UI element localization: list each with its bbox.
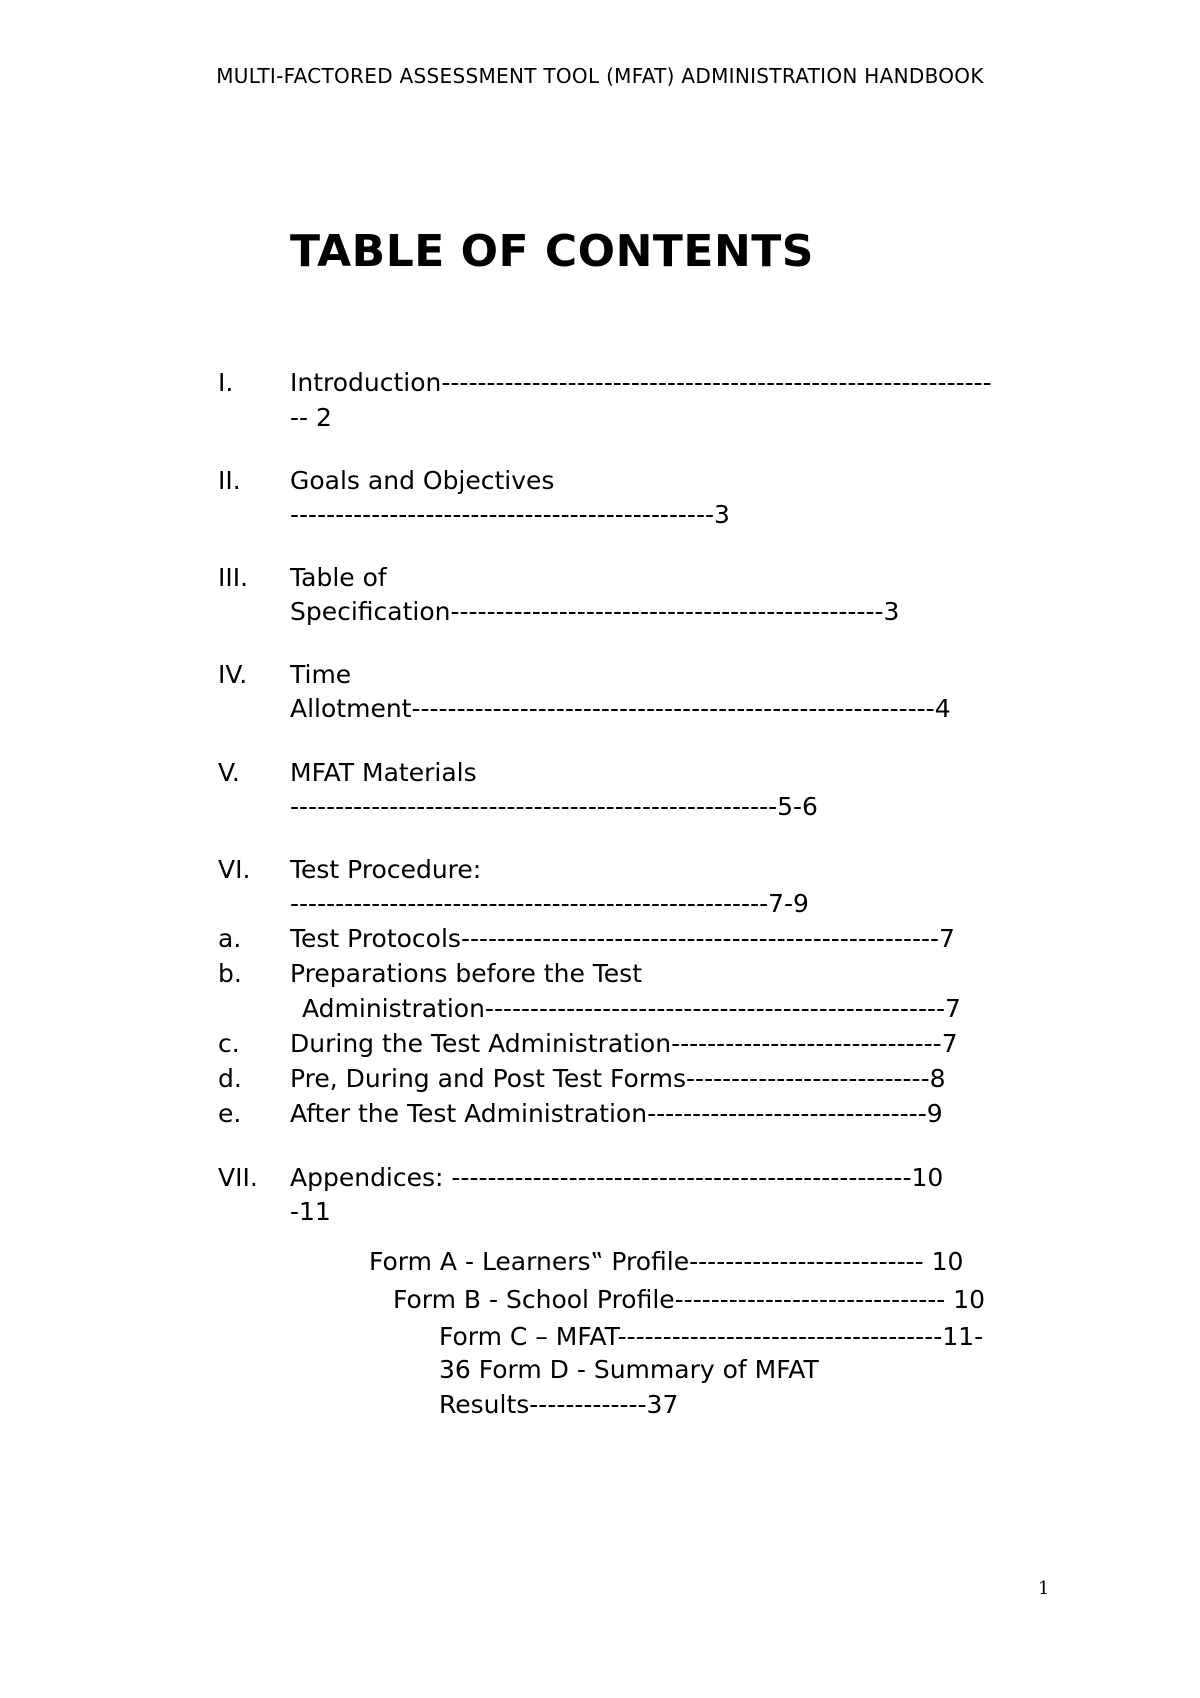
toc-numeral-2: II. — [218, 466, 241, 495]
toc-numeral-7: VII. — [218, 1163, 258, 1192]
toc-subentry-test-protocols[interactable]: Test Protocols-----------------------------------------------------7 — [290, 924, 955, 953]
toc-numeral-4: IV. — [218, 660, 248, 689]
toc-numeral-1: I. — [218, 368, 234, 397]
toc-entry-test-procedure-page: -----------------------------------------------------7-9 — [290, 889, 809, 918]
toc-entry-appendices-page: -11 — [290, 1197, 331, 1226]
toc-entry-table-of-specification-page: Specification------------------------------------------------3 — [290, 597, 900, 626]
toc-subentry-test-forms[interactable]: Pre, During and Post Test Forms---------------------------8 — [290, 1064, 946, 1093]
running-header: MULTI-FACTORED ASSESSMENT TOOL (MFAT) ADMINISTRATION HANDBOOK — [216, 64, 984, 88]
toc-entry-appendices[interactable]: Appendices: ---------------------------------------------------10 — [290, 1163, 944, 1192]
toc-entry-goals-objectives-page: -----------------------------------------------3 — [290, 500, 730, 529]
page-title: TABLE OF CONTENTS — [290, 226, 814, 277]
toc-form-a[interactable]: Form A - Learners‟ Profile-------------------------- 10 — [369, 1247, 964, 1276]
toc-subentry-preparations-page: Administration---------------------------------------------------7 — [302, 994, 961, 1023]
toc-entry-introduction-page: -- 2 — [290, 403, 332, 432]
toc-numeral-3: III. — [218, 563, 249, 592]
toc-subentry-after-test[interactable]: After the Test Administration-------------------------------9 — [290, 1099, 943, 1128]
toc-entry-time-allotment[interactable]: Time — [290, 660, 352, 689]
toc-subletter-b: b. — [218, 959, 242, 988]
toc-entry-goals-objectives[interactable]: Goals and Objectives — [290, 466, 555, 495]
toc-numeral-5: V. — [218, 758, 240, 787]
toc-form-d[interactable]: 36 Form D - Summary of MFAT — [439, 1355, 819, 1384]
toc-entry-test-procedure[interactable]: Test Procedure: — [290, 855, 482, 884]
toc-entry-mfat-materials[interactable]: MFAT Materials — [290, 758, 477, 787]
toc-subletter-c: c. — [218, 1029, 240, 1058]
page-number: 1 — [1038, 1578, 1050, 1599]
toc-entry-time-allotment-page: Allotment----------------------------------------------------------4 — [290, 694, 951, 723]
toc-form-b[interactable]: Form B - School Profile------------------------------ 10 — [393, 1285, 986, 1314]
toc-subletter-e: e. — [218, 1099, 242, 1128]
toc-subletter-a: a. — [218, 924, 242, 953]
toc-form-d-page: Results-------------37 — [439, 1390, 679, 1419]
toc-entry-mfat-materials-page: ------------------------------------------------------5-6 — [290, 792, 818, 821]
toc-subentry-preparations[interactable]: Preparations before the Test — [290, 959, 643, 988]
toc-subletter-d: d. — [218, 1064, 242, 1093]
toc-subentry-during-test[interactable]: During the Test Administration------------------------------7 — [290, 1029, 958, 1058]
toc-numeral-6: VI. — [218, 855, 251, 884]
toc-form-c[interactable]: Form C – MFAT------------------------------------11- — [439, 1322, 984, 1351]
toc-entry-table-of-specification[interactable]: Table of — [290, 563, 387, 592]
toc-entry-introduction[interactable]: Introduction------------------------------------------------------------- — [290, 368, 992, 397]
